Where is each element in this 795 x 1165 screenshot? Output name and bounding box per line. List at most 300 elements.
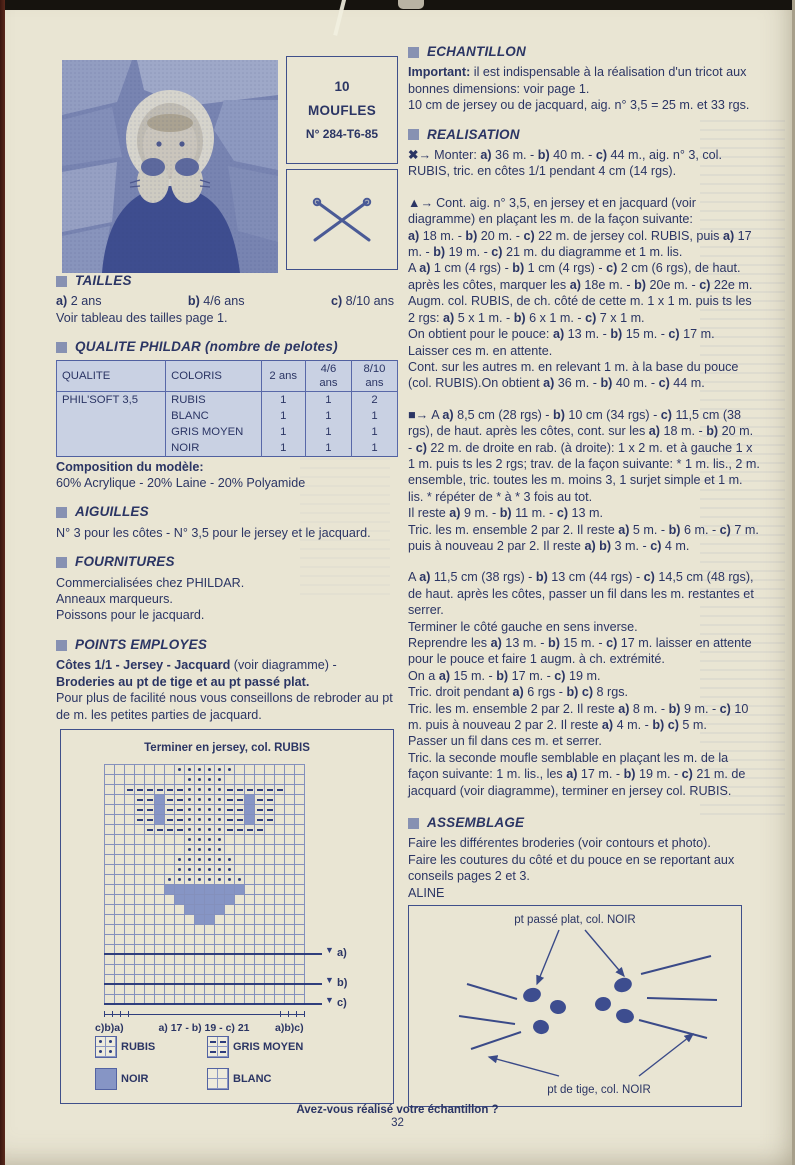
chart-cell [235, 865, 245, 875]
chart-cell [255, 915, 265, 925]
composition-label: Composition du modèle: [56, 459, 204, 474]
instruction-marker-icon: ■→ [408, 407, 429, 422]
chart-cell [225, 865, 235, 875]
chart-cell [165, 915, 175, 925]
chart-cell [105, 805, 115, 815]
chart-cell [135, 915, 145, 925]
chart-cell [275, 855, 285, 865]
chart-cell [105, 935, 115, 945]
chart-cell [205, 785, 215, 795]
section-bullet-icon [56, 640, 67, 651]
chart-cell [135, 795, 145, 805]
section-bullet-icon [56, 507, 67, 518]
measure-line-center [128, 1014, 280, 1015]
chart-cell [145, 805, 155, 815]
chart-cell [165, 835, 175, 845]
chart-cell [285, 875, 295, 885]
chart-cell [145, 925, 155, 935]
chart-cell [285, 805, 295, 815]
section-title: REALISATION [427, 126, 520, 142]
chart-cell [155, 905, 165, 915]
chart-cell [205, 795, 215, 805]
chart-cell [265, 845, 275, 855]
chart-cell [165, 775, 175, 785]
chart-cell [165, 795, 175, 805]
legend-label: NOIR [121, 1073, 149, 1085]
chart-cell [125, 925, 135, 935]
yarn-table-cell: 1 [305, 424, 351, 440]
chart-cell [125, 895, 135, 905]
chart-cell [105, 835, 115, 845]
chart-cell [115, 935, 125, 945]
chart-cell [255, 925, 265, 935]
chart-cell [195, 855, 205, 865]
yarn-table-cell: 1 [351, 424, 397, 440]
chart-cell [225, 925, 235, 935]
chart-cell [285, 865, 295, 875]
section-title: ASSEMBLAGE [427, 815, 525, 831]
legend-label: BLANC [233, 1073, 272, 1085]
chart-cell [255, 825, 265, 835]
yarn-table-row [57, 408, 398, 424]
chart-cell [105, 815, 115, 825]
chart-cell [135, 775, 145, 785]
chart-cell [225, 835, 235, 845]
chart-cell [155, 895, 165, 905]
chart-cell [265, 775, 275, 785]
instruction-marker-icon: ✖→ [408, 148, 432, 163]
yarn-table-cell: 1 [261, 440, 305, 457]
instruction-marker-icon: ▲→ [408, 195, 434, 210]
chart-cell [145, 825, 155, 835]
chart-cell [205, 845, 215, 855]
photo-illustration [62, 60, 278, 273]
chart-cell [175, 965, 185, 975]
chart-cell [105, 865, 115, 875]
pattern-number-box [286, 56, 398, 164]
chart-cell [195, 815, 205, 825]
legend-item [207, 1036, 367, 1058]
chart-cell [215, 895, 225, 905]
yarn-table-row [57, 424, 398, 440]
chart-cell [155, 775, 165, 785]
chart-cell [255, 805, 265, 815]
chart-cell [175, 835, 185, 845]
chart-cell [135, 885, 145, 895]
yarn-table-cell [57, 424, 166, 440]
chart-cell [205, 805, 215, 815]
chart-cell [215, 795, 225, 805]
chart-cell [105, 795, 115, 805]
chart-cell [245, 875, 255, 885]
chart-cell [185, 895, 195, 905]
chart-cell [165, 965, 175, 975]
size-option: b) 4/6 ans [187, 294, 245, 309]
chart-cell [155, 955, 165, 965]
chart-cell [285, 825, 295, 835]
chart-cell [215, 835, 225, 845]
yarn-table-cell: PHIL'SOFT 3,5 [57, 391, 166, 408]
realisation-line: A a) 11,5 cm (38 rgs) - b) 13 cm (44 rgs) - c) 14,5 cm (48 rgs), de haut. après les côtes, passer un fil dans les m. restantes et serrer. [408, 570, 754, 618]
chart-cell [295, 845, 305, 855]
chart-cell [115, 985, 125, 995]
chart-cell [185, 835, 195, 845]
chart-cell [225, 965, 235, 975]
chart-cell [285, 885, 295, 895]
scan-notch [398, 0, 424, 9]
chart-cell [275, 805, 285, 815]
chart-cell [275, 875, 285, 885]
chart-cell [235, 835, 245, 845]
chart-cell [155, 815, 165, 825]
chart-cell [125, 905, 135, 915]
chart-cell [145, 895, 155, 905]
realisation-line: Tric. les m. ensemble 2 par 2. Il reste a) 5 m. - b) 6 m. - c) 7 m. puis à nouveau 2 par 2. Il reste a) b) 3 m. - c) 4 m. [408, 522, 759, 553]
chart-cell [115, 765, 125, 775]
section-title: TAILLES [75, 273, 132, 288]
points-body [56, 657, 398, 723]
chart-cell [205, 915, 215, 925]
chart-cell [275, 905, 285, 915]
legend-swatch-dots [95, 1036, 117, 1058]
chart-cell [115, 785, 125, 795]
chart-cell [185, 795, 195, 805]
size-marker-label: a) [337, 947, 347, 959]
realisation-line: A a) 1 cm (4 rgs) - b) 1 cm (4 rgs) - c) 2 cm (6 rgs), de haut. après les côtes, marquer les a) 18e m. - b) 20e m. - c) 22e m. [408, 261, 753, 292]
yarn-table-cell: RUBIS [166, 391, 261, 408]
section-bullet-icon [408, 47, 419, 58]
chart-cell [295, 925, 305, 935]
chart-cell [155, 885, 165, 895]
chart-cell [105, 965, 115, 975]
realisation-line: Il reste a) 9 m. - b) 11 m. - c) 13 m. [408, 506, 604, 521]
chart-cell [155, 965, 165, 975]
size-marker-line [104, 1003, 322, 1005]
measure-tick [288, 1011, 289, 1017]
chart-cell [245, 915, 255, 925]
realisation-line: Terminer le côté gauche en sens inverse. [408, 619, 638, 634]
chart-cell [275, 935, 285, 945]
chart-cell [255, 885, 265, 895]
chart-cell [245, 925, 255, 935]
chart-cell [135, 845, 145, 855]
section-header-aiguilles [56, 504, 398, 520]
section-header-tailles [56, 273, 398, 289]
yarn-table-cell: 1 [261, 408, 305, 424]
chart-cell [255, 935, 265, 945]
chart-cell [255, 875, 265, 885]
chart-cell [145, 775, 155, 785]
chart-cell [145, 865, 155, 875]
chart-cell [195, 775, 205, 785]
chart-cell [265, 825, 275, 835]
legend-item [207, 1068, 367, 1090]
needles-icon-box [286, 169, 398, 270]
chart-cell [155, 935, 165, 945]
echantillon-body [408, 64, 760, 113]
chart-cell [125, 935, 135, 945]
chart-cell [235, 805, 245, 815]
embroidery-label-bottom: pt de tige, col. NOIR [547, 1084, 651, 1096]
chart-cell [245, 955, 255, 965]
section-title: ECHANTILLON [427, 44, 526, 59]
chart-cell [135, 875, 145, 885]
chart-cell [125, 985, 135, 995]
chart-cell [265, 815, 275, 825]
chart-cell [175, 765, 185, 775]
chart-cell [115, 845, 125, 855]
chart-cell [235, 935, 245, 945]
chart-cell [225, 915, 235, 925]
scan-left-edge [0, 0, 5, 1165]
chart-cell [195, 985, 205, 995]
yarn-table-header-row [57, 360, 398, 391]
chart-cell [295, 935, 305, 945]
chart-cell [125, 795, 135, 805]
chart-cell [255, 795, 265, 805]
chart-cell [175, 875, 185, 885]
chart-cell [295, 775, 305, 785]
chart-cell [135, 895, 145, 905]
right-column [408, 44, 760, 901]
chart-cell [215, 855, 225, 865]
chart-cell [115, 885, 125, 895]
realisation-line: ▲→ Cont. aig. n° 3,5, en jersey et en jacquard (voir diagramme) en plaçant les m. de la façon suivante: [408, 195, 696, 227]
realisation-line: On a a) 15 m. - b) 17 m. - c) 19 m. [408, 668, 601, 683]
chart-cell [265, 895, 275, 905]
chart-cell [135, 865, 145, 875]
chart-cell [165, 925, 175, 935]
echantillon-line: Important: il est indispensable à la réalisation d'un tricot aux bonnes dimensions: voir page 1. [408, 65, 747, 96]
chart-cell [265, 935, 275, 945]
chart-cell [175, 955, 185, 965]
section-header-points [56, 637, 398, 653]
chart-cell [125, 825, 135, 835]
chart-cell [185, 955, 195, 965]
yarn-table-header-cell: QUALITE [57, 360, 166, 391]
legend-item [95, 1068, 207, 1090]
fournitures-line: Poissons pour le jacquard. [56, 608, 205, 623]
chart-cell [235, 885, 245, 895]
chart-cell [145, 875, 155, 885]
chart-cell [265, 765, 275, 775]
section-header-qualite [56, 339, 398, 355]
chart-cell [225, 885, 235, 895]
chart-cell [265, 875, 275, 885]
chart-cell [235, 965, 245, 975]
chart-cell [165, 875, 175, 885]
yarn-table-cell [57, 408, 166, 424]
chart-cell [235, 925, 245, 935]
chart-cell [245, 905, 255, 915]
section-header-assemblage [408, 815, 760, 831]
legend-label: GRIS MOYEN [233, 1041, 304, 1053]
chart-cell [225, 955, 235, 965]
yarn-table-row [57, 440, 398, 457]
chart-cell [135, 925, 145, 935]
section-bullet-icon [56, 342, 67, 353]
chart-cell [125, 845, 135, 855]
chart-cell [215, 765, 225, 775]
chart-cell [255, 785, 265, 795]
chart-cell [105, 895, 115, 905]
section-title: QUALITE PHILDAR (nombre de pelotes) [75, 339, 338, 355]
chart-cell [185, 785, 195, 795]
chart-cell [235, 875, 245, 885]
chart-cell [295, 955, 305, 965]
chart-cell [125, 965, 135, 975]
measure-tick [280, 1011, 281, 1017]
chart-cell [235, 845, 245, 855]
section-bullet-icon [56, 276, 67, 287]
realisation-line: Augm. col. RUBIS, de ch. côté de cette m. 1 x 1 m. puis ts les 2 rgs: a) 5 x 1 m. - b) 6 x 1 m. - c) 7 x 1 m. [408, 294, 752, 325]
chart-cell [215, 775, 225, 785]
chart-cell [295, 885, 305, 895]
chart-cell [205, 875, 215, 885]
chart-cell [275, 815, 285, 825]
chart-cell [275, 985, 285, 995]
measure-label-left: c)b)a) [95, 1022, 124, 1034]
chart-cell [245, 815, 255, 825]
chart-cell [295, 805, 305, 815]
chart-cell [115, 825, 125, 835]
chart-cell [195, 785, 205, 795]
yarn-table-header-cell: 8/10 ans [351, 360, 397, 391]
chart-cell [205, 775, 215, 785]
chart-cell [285, 935, 295, 945]
chart-cell [225, 825, 235, 835]
chart-cell [275, 795, 285, 805]
chart-cell [145, 905, 155, 915]
page-number: 32 [391, 1117, 404, 1129]
chart-cell [135, 965, 145, 975]
chart-cell [135, 835, 145, 845]
pattern-title: MOUFLES [307, 103, 377, 118]
chart-cell [185, 935, 195, 945]
chart-cell [245, 835, 255, 845]
chart-cell [105, 875, 115, 885]
chart-cell [125, 785, 135, 795]
chart-cell [205, 955, 215, 965]
chart-cell [175, 805, 185, 815]
yarn-table-cell: 1 [261, 424, 305, 440]
chart-cell [265, 805, 275, 815]
points-text-line: Pour plus de facilité nous vous conseillons de rebroder au pt de m. les petites parties de jacquard. [56, 691, 393, 722]
chart-cell [285, 775, 295, 785]
chart-cell [295, 815, 305, 825]
chart-cell [275, 895, 285, 905]
yarn-table-cell: GRIS MOYEN [166, 424, 261, 440]
chart-cell [105, 885, 115, 895]
chart-cell [285, 795, 295, 805]
chart-cell [185, 775, 195, 785]
chart-cell [215, 785, 225, 795]
chart-cell [185, 865, 195, 875]
chart-cell [225, 775, 235, 785]
chart-cell [275, 865, 285, 875]
chart-cell [175, 925, 185, 935]
chart-cell [175, 815, 185, 825]
yarn-table-cell: 1 [305, 408, 351, 424]
chart-cell [265, 865, 275, 875]
chart-cell [285, 895, 295, 905]
chart-cell [145, 845, 155, 855]
size-marker-line [104, 953, 322, 955]
chart-cell [275, 835, 285, 845]
chart-cell [185, 925, 195, 935]
chart-cell [225, 985, 235, 995]
legend-item [95, 1036, 207, 1058]
chart-cell [195, 765, 205, 775]
chart-cell [155, 855, 165, 865]
fournitures-body [56, 575, 398, 624]
assemblage-line: Faire les différentes broderies (voir contours et photo). [408, 836, 711, 851]
chart-cell [135, 905, 145, 915]
chart-cell [225, 765, 235, 775]
chart-cell [175, 855, 185, 865]
chart-cell [265, 785, 275, 795]
chart-cell [165, 845, 175, 855]
chart-cell [275, 785, 285, 795]
chart-cell [235, 765, 245, 775]
chart-cell [145, 855, 155, 865]
chart-cell [205, 765, 215, 775]
chart-cell [265, 915, 275, 925]
chart-cell [115, 865, 125, 875]
page-footer [0, 1104, 795, 1129]
aiguilles-text: N° 3 pour les côtes - N° 3,5 pour le jersey et le jacquard. [56, 525, 371, 540]
chart-cell [145, 965, 155, 975]
chart-cell [275, 915, 285, 925]
section-header-echantillon [408, 44, 760, 60]
chart-cell [165, 955, 175, 965]
size-marker-arrow-icon: ▼ [325, 975, 334, 985]
chart-cell [215, 955, 225, 965]
chart-cell [195, 935, 205, 945]
chart-cell [195, 925, 205, 935]
chart-cell [205, 825, 215, 835]
chart-cell [115, 795, 125, 805]
chart-cell [195, 915, 205, 925]
chart-cell [285, 845, 295, 855]
chart-cell [135, 805, 145, 815]
section-header-realisation [408, 127, 760, 143]
chart-cell [275, 775, 285, 785]
chart-cell [285, 985, 295, 995]
chart-cell [115, 965, 125, 975]
realisation-line: ✖→ Monter: a) 36 m. - b) 40 m. - c) 44 m., aig. n° 3, col. RUBIS, tric. en côtes 1/1 pendant 4 cm (14 rgs). [408, 148, 722, 179]
chart-cell [275, 925, 285, 935]
chart-cell [255, 845, 265, 855]
cat-face-diagram [409, 906, 741, 1106]
chart-cell [115, 955, 125, 965]
chart-cell [265, 885, 275, 895]
chart-cell [235, 915, 245, 925]
chart-cell [245, 785, 255, 795]
section-bullet-icon [408, 818, 419, 829]
chart-cell [275, 845, 285, 855]
chart-cell [115, 915, 125, 925]
yarn-table-cell: 1 [305, 391, 351, 408]
chart-cell [175, 785, 185, 795]
chart-cell [285, 815, 295, 825]
chart-cell [115, 875, 125, 885]
embroidery-diagram-box [408, 905, 742, 1107]
chart-cell [215, 905, 225, 915]
realisation-line: Passer un fil dans ces m. et serrer. [408, 734, 602, 749]
chart-cell [185, 965, 195, 975]
chart-cell [165, 935, 175, 945]
